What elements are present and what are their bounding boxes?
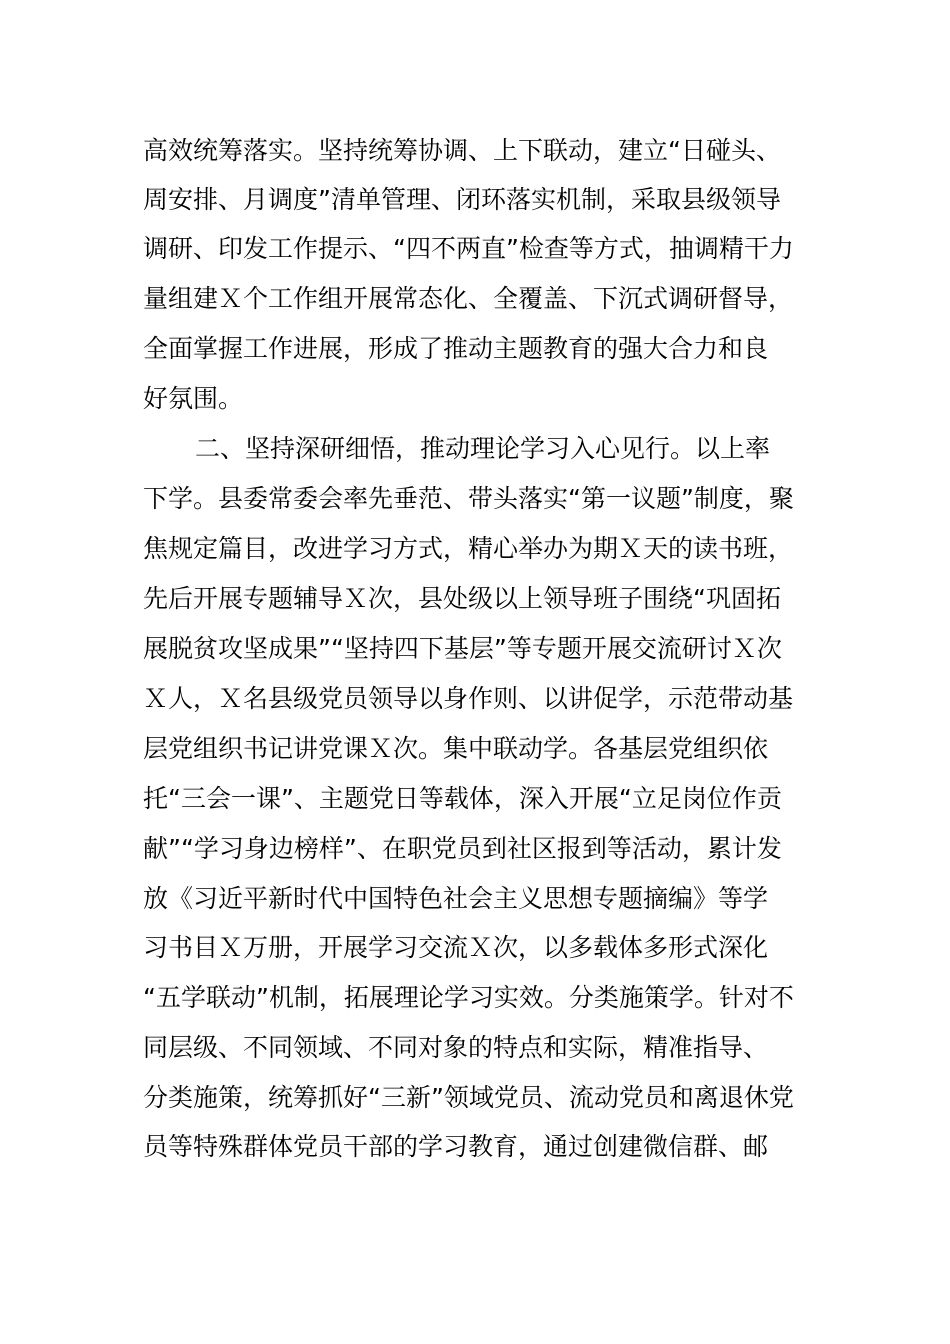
text-line-21: 员等特殊群体党员干部的学习教育，通过创建微信群、邮 [143,1132,769,1161]
text-line-15: 献”“学习身边榜样”、在职党员到社区报到等活动，累计发 [143,834,782,863]
text-line-1: 高效统筹落实。坚持统筹协调、上下联动，建立“日碰头、 [143,136,781,165]
text-line-4: 量组建Ｘ个工作组开展常态化、全覆盖、下沉式调研督导， [143,284,794,313]
text-line-14: 托“三会一课”、主题党日等载体，深入开展“立足岗位作贡 [143,784,782,813]
text-line-19: 同层级、不同领域、不同对象的特点和实际，精准指导、 [143,1033,769,1062]
text-line-9: 焦规定篇目，改进学习方式，精心举办为期Ｘ天的读书班， [143,534,794,563]
paragraph-start-line: 二、坚持深研细悟，推动理论学习入心见行。以上率 [195,434,771,463]
text-line-12: Ｘ人，Ｘ名县级党员领导以身作则、以讲促学，示范带动基 [143,684,794,713]
text-line-18: “五学联动”机制，拓展理论学习实效。分类施策学。针对不 [143,983,794,1012]
text-line-17: 习书目Ｘ万册，开展学习交流Ｘ次，以多载体多形式深化 [143,933,769,962]
text-line-5: 全面掌握工作进展，形成了推动主题教育的强大合力和良 [143,334,769,363]
text-line-20: 分类施策，统筹抓好“三新”领域党员、流动党员和离退休党 [143,1083,794,1112]
text-line-13: 层党组织书记讲党课Ｘ次。集中联动学。各基层党组织依 [143,734,769,763]
text-line-8: 下学。县委常委会率先垂范、带头落实“第一议题”制度，聚 [143,484,794,513]
text-line-16: 放《习近平新时代中国特色社会主义思想专题摘编》等学 [143,884,769,913]
text-line-6: 好氛围。 [143,384,244,413]
text-line-11: 展脱贫攻坚成果”“坚持四下基层”等专题开展交流研讨Ｘ次 [143,634,782,663]
text-line-3: 调研、印发工作提示、“四不两直”检查等方式，抽调精干力 [143,234,794,263]
text-line-10: 先后开展专题辅导Ｘ次，县处级以上领导班子围绕“巩固拓 [143,584,781,613]
text-line-2: 周安排、月调度”清单管理、闭环落实机制，采取县级领导 [143,185,781,214]
